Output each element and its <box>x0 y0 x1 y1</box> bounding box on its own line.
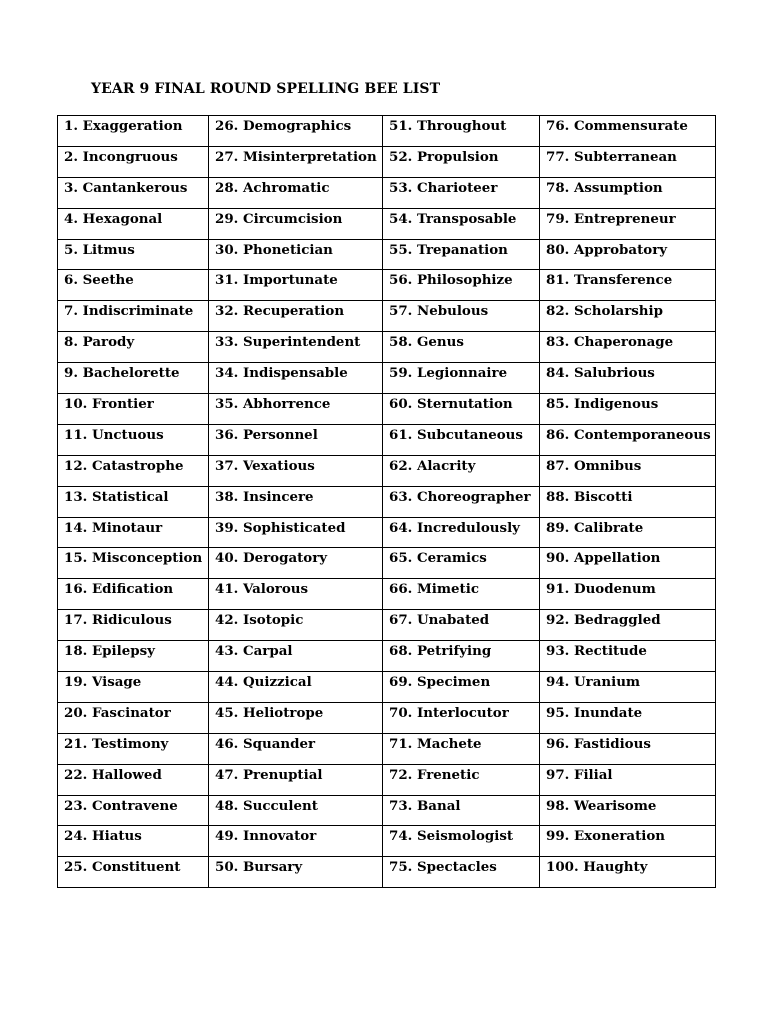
word-cell <box>58 764 209 795</box>
spelling-word: 88. Biscotti <box>546 488 633 505</box>
spelling-word: 17. Ridiculous <box>64 612 172 629</box>
word-table-body <box>58 116 716 888</box>
word-cell <box>58 332 209 363</box>
word-cell <box>540 301 716 332</box>
spelling-word: 37. Vexatious <box>215 457 315 474</box>
spelling-word: 69. Specimen <box>389 674 491 691</box>
word-cell <box>540 672 716 703</box>
word-cell <box>58 579 209 610</box>
spelling-word: 6. Seethe <box>64 272 134 289</box>
spelling-word: 35. Abhorrence <box>215 396 331 413</box>
word-cell <box>58 795 209 826</box>
word-cell <box>58 270 209 301</box>
word-cell <box>383 332 540 363</box>
word-cell <box>540 610 716 641</box>
word-cell <box>383 517 540 548</box>
word-cell <box>383 116 540 147</box>
word-cell <box>383 301 540 332</box>
spelling-word: 53. Charioteer <box>389 179 498 196</box>
table-row <box>58 486 716 517</box>
page-title: YEAR 9 FINAL ROUND SPELLING BEE LIST <box>91 81 441 97</box>
spelling-word: 62. Alacrity <box>389 457 476 474</box>
spelling-word: 3. Cantankerous <box>64 179 188 196</box>
spelling-word: 64. Incredulously <box>389 519 520 536</box>
spelling-word: 22. Hallowed <box>64 766 162 783</box>
spelling-word: 52. Propulsion <box>389 148 499 165</box>
table-row <box>58 394 716 425</box>
spelling-word: 51. Throughout <box>389 118 507 134</box>
spelling-word: 82. Scholarship <box>546 303 663 320</box>
word-cell <box>383 363 540 394</box>
spelling-word: 47. Prenuptial <box>215 766 323 783</box>
table-row <box>58 857 716 888</box>
word-cell <box>209 146 383 177</box>
spelling-word: 24. Hiatus <box>64 828 142 845</box>
table-row <box>58 332 716 363</box>
word-cell <box>58 455 209 486</box>
word-cell <box>540 517 716 548</box>
spelling-word: 63. Choreographer <box>389 488 531 505</box>
spelling-word: 67. Unabated <box>389 612 490 629</box>
spelling-word: 25. Constituent <box>64 859 181 876</box>
table-row <box>58 177 716 208</box>
word-cell <box>209 579 383 610</box>
word-cell <box>540 424 716 455</box>
spelling-word: 31. Importunate <box>215 272 338 289</box>
spelling-word: 5. Litmus <box>64 241 135 258</box>
word-cell <box>209 208 383 239</box>
spelling-word: 66. Mimetic <box>389 581 479 598</box>
spelling-word: 86. Contemporaneous <box>546 426 711 443</box>
spelling-word: 10. Frontier <box>64 396 154 413</box>
word-cell <box>540 394 716 425</box>
word-cell <box>383 733 540 764</box>
word-cell <box>209 672 383 703</box>
spelling-word: 85. Indigenous <box>546 396 659 413</box>
word-cell <box>540 579 716 610</box>
word-cell <box>383 641 540 672</box>
word-cell <box>383 486 540 517</box>
word-cell <box>58 363 209 394</box>
word-cell <box>540 857 716 888</box>
spelling-word: 78. Assumption <box>546 179 663 196</box>
word-cell <box>540 332 716 363</box>
table-row <box>58 548 716 579</box>
table-row <box>58 702 716 733</box>
word-cell <box>209 857 383 888</box>
word-cell <box>209 270 383 301</box>
spelling-word: 32. Recuperation <box>215 303 345 320</box>
table-row <box>58 672 716 703</box>
spelling-word: 50. Bursary <box>215 859 303 876</box>
table-row <box>58 764 716 795</box>
word-cell <box>540 764 716 795</box>
word-cell <box>209 394 383 425</box>
word-cell <box>209 826 383 857</box>
word-cell <box>58 394 209 425</box>
spelling-word: 99. Exoneration <box>546 828 666 845</box>
table-row <box>58 641 716 672</box>
word-cell <box>209 116 383 147</box>
spelling-word: 89. Calibrate <box>546 519 644 536</box>
table-row <box>58 610 716 641</box>
spelling-word: 96. Fastidious <box>546 735 651 752</box>
spelling-word: 71. Machete <box>389 735 482 752</box>
spelling-word: 40. Derogatory <box>215 550 328 567</box>
spelling-word: 98. Wearisome <box>546 797 657 814</box>
word-cell <box>58 424 209 455</box>
spelling-word: 12. Catastrophe <box>64 457 184 474</box>
spelling-word: 59. Legionnaire <box>389 365 508 382</box>
spelling-word: 65. Ceramics <box>389 550 487 567</box>
spelling-word: 79. Entrepreneur <box>546 210 676 227</box>
word-cell <box>383 764 540 795</box>
spelling-word: 90. Appellation <box>546 550 661 567</box>
spelling-word: 68. Petrifying <box>389 643 492 660</box>
spelling-word: 34. Indispensable <box>215 365 348 382</box>
spelling-word: 72. Frenetic <box>389 766 480 783</box>
spelling-word: 75. Spectacles <box>389 859 497 876</box>
spelling-word: 61. Subcutaneous <box>389 426 523 443</box>
word-cell <box>383 826 540 857</box>
spelling-word: 77. Subterranean <box>546 148 677 165</box>
spelling-word: 60. Sternutation <box>389 396 513 413</box>
spelling-word: 16. Edification <box>64 581 174 598</box>
spelling-word: 80. Approbatory <box>546 241 668 258</box>
word-cell <box>58 116 209 147</box>
spelling-word: 39. Sophisticated <box>215 519 346 536</box>
word-cell <box>209 702 383 733</box>
table-row <box>58 146 716 177</box>
word-cell <box>209 548 383 579</box>
word-cell <box>383 270 540 301</box>
spelling-word: 30. Phonetician <box>215 241 333 258</box>
word-cell <box>58 146 209 177</box>
spelling-word: 36. Personnel <box>215 426 318 443</box>
word-cell <box>58 548 209 579</box>
spelling-word: 93. Rectitude <box>546 643 647 660</box>
word-cell <box>209 795 383 826</box>
table-row <box>58 116 716 147</box>
word-cell <box>383 610 540 641</box>
spelling-word: 8. Parody <box>64 334 135 351</box>
spelling-word: 42. Isotopic <box>215 612 304 629</box>
word-cell <box>383 579 540 610</box>
word-cell <box>209 517 383 548</box>
table-row <box>58 424 716 455</box>
spelling-word: 95. Inundate <box>546 704 643 721</box>
word-cell <box>540 702 716 733</box>
word-cell <box>383 394 540 425</box>
spelling-word: 58. Genus <box>389 334 464 351</box>
word-cell <box>58 702 209 733</box>
spelling-word: 92. Bedraggled <box>546 612 661 629</box>
spelling-word: 55. Trepanation <box>389 241 508 258</box>
spelling-word: 74. Seismologist <box>389 828 514 845</box>
word-cell <box>209 301 383 332</box>
spelling-word: 21. Testimony <box>64 735 169 752</box>
word-cell <box>383 548 540 579</box>
spelling-word: 18. Epilepsy <box>64 643 155 660</box>
table-row <box>58 795 716 826</box>
word-cell <box>209 455 383 486</box>
word-cell <box>383 177 540 208</box>
spelling-word: 28. Achromatic <box>215 179 330 196</box>
table-row <box>58 208 716 239</box>
word-cell <box>209 764 383 795</box>
spelling-word: 33. Superintendent <box>215 334 361 351</box>
spelling-word: 20. Fascinator <box>64 704 171 721</box>
table-row <box>58 517 716 548</box>
word-cell <box>383 672 540 703</box>
table-row <box>58 579 716 610</box>
spelling-word: 41. Valorous <box>215 581 309 598</box>
word-cell <box>540 116 716 147</box>
word-cell <box>383 146 540 177</box>
spelling-word: 23. Contravene <box>64 797 178 814</box>
spelling-word: 45. Heliotrope <box>215 704 324 721</box>
spelling-word: 48. Succulent <box>215 797 318 814</box>
spelling-word: 14. Minotaur <box>64 519 163 536</box>
word-cell <box>540 486 716 517</box>
spelling-word: 29. Circumcision <box>215 210 343 227</box>
word-cell <box>540 795 716 826</box>
spelling-word: 9. Bachelorette <box>64 365 180 382</box>
word-cell <box>383 239 540 270</box>
word-cell <box>383 857 540 888</box>
spelling-word: 73. Banal <box>389 797 461 814</box>
spelling-word: 54. Transposable <box>389 210 517 227</box>
word-cell <box>209 733 383 764</box>
word-cell <box>209 332 383 363</box>
word-cell <box>58 826 209 857</box>
word-cell <box>58 857 209 888</box>
word-cell <box>58 610 209 641</box>
spelling-word: 84. Salubrious <box>546 365 655 382</box>
spelling-word: 83. Chaperonage <box>546 334 674 351</box>
word-cell <box>540 826 716 857</box>
spelling-word: 57. Nebulous <box>389 303 489 320</box>
word-cell <box>540 239 716 270</box>
word-cell <box>540 455 716 486</box>
spelling-word: 43. Carpal <box>215 643 293 660</box>
word-cell <box>209 177 383 208</box>
word-cell <box>383 702 540 733</box>
word-cell <box>540 146 716 177</box>
word-cell <box>383 208 540 239</box>
spelling-word: 11. Unctuous <box>64 426 164 443</box>
table-row <box>58 239 716 270</box>
spelling-word: 87. Omnibus <box>546 457 642 474</box>
word-cell <box>540 363 716 394</box>
spelling-word: 46. Squander <box>215 735 316 752</box>
spelling-word: 44. Quizzical <box>215 674 312 691</box>
word-cell <box>540 177 716 208</box>
word-cell <box>58 641 209 672</box>
spelling-word: 19. Visage <box>64 674 142 691</box>
spelling-word: 15. Misconception <box>64 550 203 567</box>
spelling-word: 94. Uranium <box>546 674 641 691</box>
table-row <box>58 363 716 394</box>
spelling-word-table <box>57 115 716 888</box>
word-cell <box>58 517 209 548</box>
spelling-word: 100. Haughty <box>546 859 648 876</box>
word-cell <box>209 610 383 641</box>
word-cell <box>58 208 209 239</box>
word-cell <box>540 270 716 301</box>
spelling-word: 81. Transference <box>546 272 673 289</box>
spelling-word: 70. Interlocutor <box>389 704 509 721</box>
word-cell <box>383 424 540 455</box>
spelling-word: 56. Philosophize <box>389 272 513 289</box>
spelling-word: 26. Demographics <box>215 118 352 134</box>
word-cell <box>540 641 716 672</box>
word-cell <box>540 733 716 764</box>
word-cell <box>58 672 209 703</box>
word-cell <box>383 455 540 486</box>
spelling-word: 49. Innovator <box>215 828 317 845</box>
spelling-word: 7. Indiscriminate <box>64 303 194 320</box>
word-cell <box>209 641 383 672</box>
word-cell <box>383 795 540 826</box>
word-cell <box>209 239 383 270</box>
spelling-word: 13. Statistical <box>64 488 169 505</box>
table-row <box>58 826 716 857</box>
table-row <box>58 733 716 764</box>
spelling-word: 27. Misinterpretation <box>215 148 377 165</box>
table-row <box>58 301 716 332</box>
word-cell <box>540 548 716 579</box>
table-row <box>58 270 716 301</box>
word-cell <box>58 733 209 764</box>
word-cell <box>58 177 209 208</box>
spelling-word: 1. Exaggeration <box>64 118 183 134</box>
spelling-word: 91. Duodenum <box>546 581 656 598</box>
word-cell <box>209 424 383 455</box>
spelling-word: 97. Filial <box>546 766 613 783</box>
word-cell <box>58 486 209 517</box>
word-cell <box>58 301 209 332</box>
spelling-word: 38. Insincere <box>215 488 314 505</box>
spelling-word: 2. Incongruous <box>64 148 178 165</box>
spelling-word: 76. Commensurate <box>546 118 688 134</box>
table-row <box>58 455 716 486</box>
spelling-word: 4. Hexagonal <box>64 210 163 227</box>
word-cell <box>209 486 383 517</box>
word-cell <box>58 239 209 270</box>
word-cell <box>540 208 716 239</box>
word-cell <box>209 363 383 394</box>
